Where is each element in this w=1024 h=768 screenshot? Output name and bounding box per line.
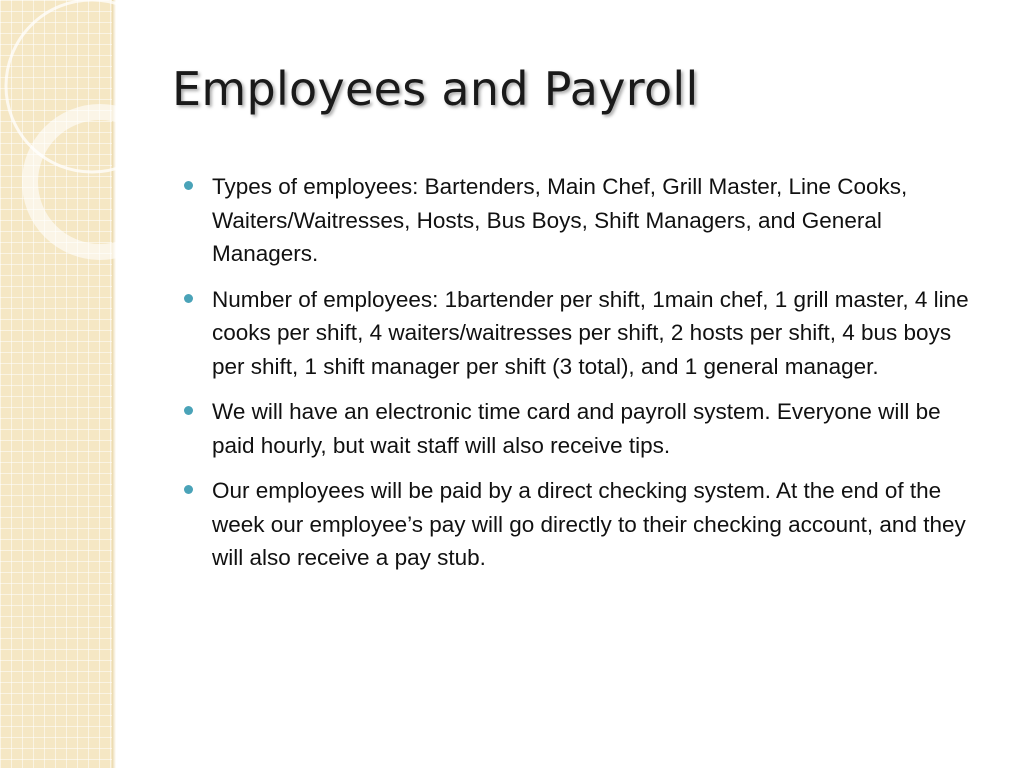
bullet-dot-icon: [184, 485, 193, 494]
bullet-dot-icon: [184, 181, 193, 190]
bullet-dot-icon: [184, 406, 193, 415]
bullet-item-payroll-system: [184, 395, 984, 462]
decorative-circle-large: [6, 0, 140, 172]
bullet-text: Types of employees: Bartenders, Main Chef, Grill Master, Line Cooks, Waiters/Waitresses, Hosts, Bus Boys, Shift Managers, and General Managers.: [212, 174, 908, 266]
decorative-circles: [0, 0, 140, 260]
slide-title: Employees and Payroll: [172, 62, 699, 116]
bullet-dot-icon: [184, 294, 193, 303]
bullet-text: Our employees will be paid by a direct checking system. At the end of the week our employee’s pay will go directly to their checking account, and they will also receive a pay stub.: [212, 478, 966, 570]
bullet-item-employee-types: [184, 170, 984, 271]
bullet-text: We will have an electronic time card and payroll system. Everyone will be paid hourly, but wait staff will also receive tips.: [212, 399, 941, 458]
bullet-item-employee-counts: [184, 283, 984, 384]
bullet-list: [184, 170, 984, 587]
decorative-circle-small: [30, 112, 140, 252]
bullet-item-direct-checking: [184, 474, 984, 575]
bullet-text: Number of employees: 1bartender per shift, 1main chef, 1 grill master, 4 line cooks per shift, 4 waiters/waitresses per shift, 2 hosts per shift, 4 bus boys per shift, 1 shift manager per shift (3 total), and 1 general manager.: [212, 286, 969, 379]
